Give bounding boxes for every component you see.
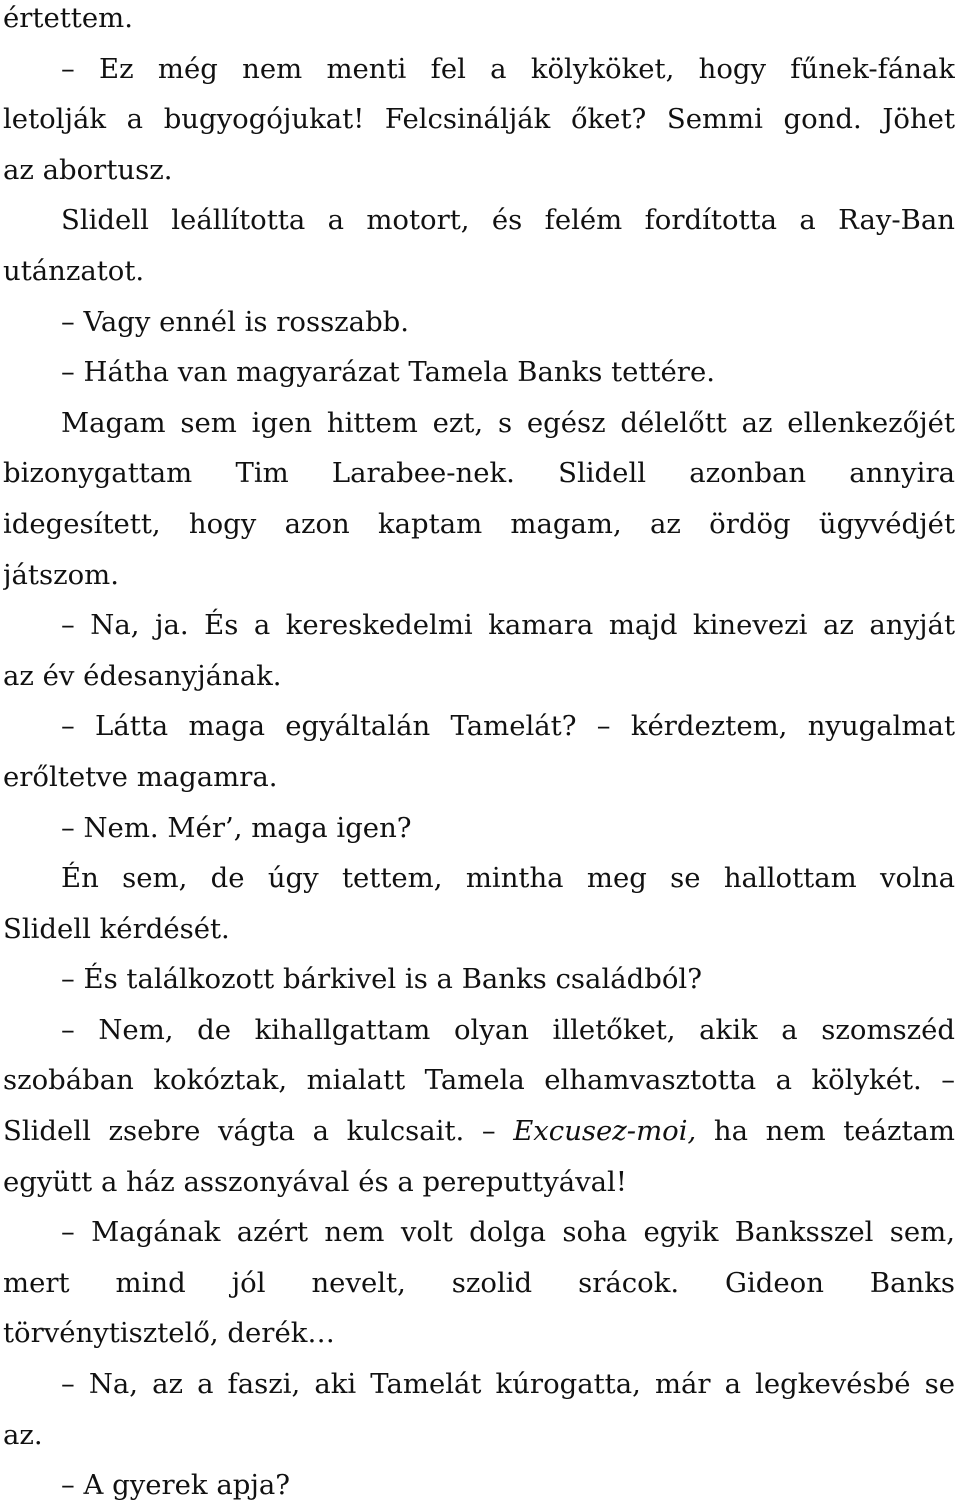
text-line: értettem. xyxy=(3,2,133,34)
text-line: – Magának azért nem volt dolga soha egyik Banksszel sem, xyxy=(61,1216,955,1249)
text-line: Slidell leállította a motort, és felém fordította a Ray-Ban xyxy=(61,204,955,237)
text-line: erőltetve magamra. xyxy=(3,760,278,793)
text-line: – A gyerek apja? xyxy=(61,1469,290,1502)
text-line: törvénytisztelő, derék… xyxy=(3,1317,335,1350)
text-line: mert mind jól nevelt, szolid srácok. Gideon Banks xyxy=(3,1266,955,1299)
document-page xyxy=(3,0,955,1511)
text-line: játszom. xyxy=(3,558,119,591)
text-line-mixed xyxy=(3,1106,955,1157)
text-line: – És találkozott bárkivel is a Banks családból? xyxy=(61,963,702,996)
italic-phrase: Excusez-moi, xyxy=(513,1115,697,1148)
text-line: bizonygattam Tim Larabee-nek. Slidell azonban annyira xyxy=(3,457,955,490)
text-line: letolják a bugyogójukat! Felcsinálják őket? Semmi gond. Jöhet xyxy=(3,103,955,136)
text-line: – Na, az a faszi, aki Tamelát kúrogatta, már a legkevésbé se xyxy=(61,1368,955,1401)
text-line: együtt a ház asszonyával és a pereputtyával! xyxy=(3,1165,627,1198)
text-line: az év édesanyjának. xyxy=(3,659,282,692)
text-line: – Na, ja. És a kereskedelmi kamara majd kinevezi az anyját xyxy=(61,609,955,642)
text-segment: Slidell zsebre vágta a kulcsait. – xyxy=(3,1115,514,1148)
text-line: utánzatot. xyxy=(3,254,145,287)
text-line: az. xyxy=(3,1418,43,1451)
text-segment: ha nem teáztam xyxy=(696,1115,955,1148)
text-line: az abortusz. xyxy=(3,153,173,186)
text-line: Slidell kérdését. xyxy=(3,912,230,945)
text-line: – Ez még nem menti fel a kölyköket, hogy fűnek-fának xyxy=(61,52,955,85)
text-line: szobában kokóztak, mialatt Tamela elhamvasztotta a kölykét. – xyxy=(3,1064,955,1097)
text-line: – Nem. Mér’, maga igen? xyxy=(61,811,412,844)
text-line: – Vagy ennél is rosszabb. xyxy=(61,305,410,338)
text-line: – Nem, de kihallgattam olyan illetőket, akik a szomszéd xyxy=(61,1013,955,1046)
text-line: – Látta maga egyáltalán Tamelát? – kérdeztem, nyugalmat xyxy=(61,710,955,743)
text-line: – Hátha van magyarázat Tamela Banks tettére. xyxy=(61,356,715,389)
text-line: Magam sem igen hittem ezt, s egész délelőtt az ellenkezőjét xyxy=(61,406,955,439)
text-line: idegesített, hogy azon kaptam magam, az ördög ügyvédjét xyxy=(3,507,955,540)
text-line: Én sem, de úgy tettem, mintha meg se hallottam volna xyxy=(61,862,955,895)
